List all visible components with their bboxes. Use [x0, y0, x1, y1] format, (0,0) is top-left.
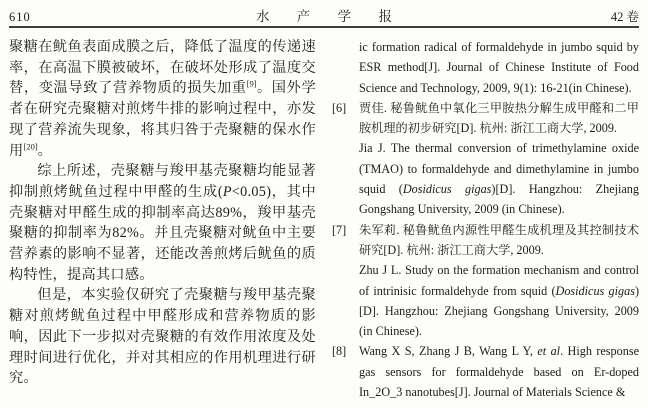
reference-text: )[D]. Hangzhou: Zhejiang Gongshang University, 2009 (in Chinese).: [359, 283, 639, 339]
reference-number: [8]: [332, 344, 347, 359]
reference-number: [7]: [332, 222, 347, 237]
reference-number: [6]: [332, 100, 347, 115]
page-number: 610: [9, 10, 31, 24]
reference-item-6: [332, 98, 639, 220]
body-text: 综上所述，壳聚糖与羧甲基壳聚糖均能显著抑制煎烤鱿鱼过程中甲醛的生成(: [9, 163, 316, 200]
body-text: <0.05)，其中壳聚糖对甲醛生成的抑制率高达89%，羧甲基壳聚糖的抑制率为82%。并且壳聚糖对鱿鱼中主要营养素的影响不显著，还能改善煎烤后鱿鱼的质构特性，提高其口感。: [9, 183, 316, 283]
et-al-italic: et al: [537, 344, 561, 359]
reference-text: )[D]. Hangzhou: Zhejiang Gongshang University, 2009 (in Chinese).: [359, 182, 639, 217]
paragraph-continuation: [9, 37, 316, 161]
reference-english-text: [359, 341, 639, 402]
volume-label: 42 卷: [610, 10, 639, 24]
reference-item-7: [332, 220, 639, 342]
reference-text: . High response gas sensors for formaldehyde based on Er-doped In_2O_3 nanotubes[J]. Journal of Materials Science &: [359, 344, 639, 400]
reference-english-text: [359, 138, 639, 219]
reference-chinese-text: 贾佳. 秘鲁鱿鱼中氧化三甲胺热分解生成甲醛和二甲胺机理的初步研究[D]. 杭州: 浙江工商大学, 2009.: [359, 100, 639, 136]
reference-body: [359, 220, 639, 342]
reference-body: [359, 341, 639, 402]
citation-superscript: [9]: [246, 78, 257, 89]
reference-body: [359, 98, 639, 220]
body-text: 但是，本实验仅研究了壳聚糖与羧甲基壳聚糖对煎烤鱿鱼过程中甲醛形成和营养物质的影响，因此下一步拟对壳聚糖的有效作用浓度及处理时间进行优化，并对其相应的作用机理进行研究。: [9, 287, 316, 387]
reference-text: Zhu J L. Study on the formation mechanism and control of intrinisic formaldehyde from squid (: [359, 263, 639, 298]
reference-english-text: [359, 260, 639, 341]
body-text: 聚糖在鱿鱼表面成膜之后，降低了温度的传递速率，在高温下膜被破坏，在破坏处形成了温度交替，变温导致了营养物质的损失加重: [9, 39, 316, 97]
page-header: [9, 5, 639, 25]
reference-text: Wang X S, Zhang J B, Wang L Y,: [359, 344, 538, 359]
reference-text: ic formation radical of formaldehyde in jumbo squid by ESR method[J]. Journal of Chinese Institute of Food Science and Technology, 2009, 9(1): 16-21(in Chinese).: [359, 40, 639, 95]
reference-text: Jia J. The thermal conversion of trimethylamine oxide (TMAO) to formaldehyde and dimethylamine in jumbo squid (: [359, 141, 639, 197]
two-column-body: [9, 37, 639, 402]
citation-superscript: [20]: [23, 140, 38, 151]
journal-title: 水 产 学 报: [255, 9, 405, 24]
reference-continuation: [359, 37, 639, 98]
left-text-column: [9, 37, 316, 402]
reference-chinese-text: 朱军莉. 秘鲁鱿鱼内源性甲醛生成机理及其控制技术研究[D]. 杭州: 浙江工商大学, 2009.: [359, 222, 639, 257]
header-rule: [9, 26, 639, 28]
body-text: 。国外学者在研究壳聚糖对煎烤牛排的影响过程中，亦发现了营养流失现象，将其归咎于壳聚糖的保水作用: [9, 80, 316, 159]
statistic-p-italic: P: [222, 183, 232, 200]
paragraph-summary: [9, 161, 316, 285]
references-column: [332, 37, 639, 402]
species-name-italic: Dosidicus gigas: [555, 283, 635, 298]
paragraph-outlook: [9, 285, 316, 389]
species-name-italic: Dosidicus gigas: [402, 182, 492, 197]
reference-item-8: [332, 341, 639, 402]
body-text: 。: [37, 142, 53, 159]
